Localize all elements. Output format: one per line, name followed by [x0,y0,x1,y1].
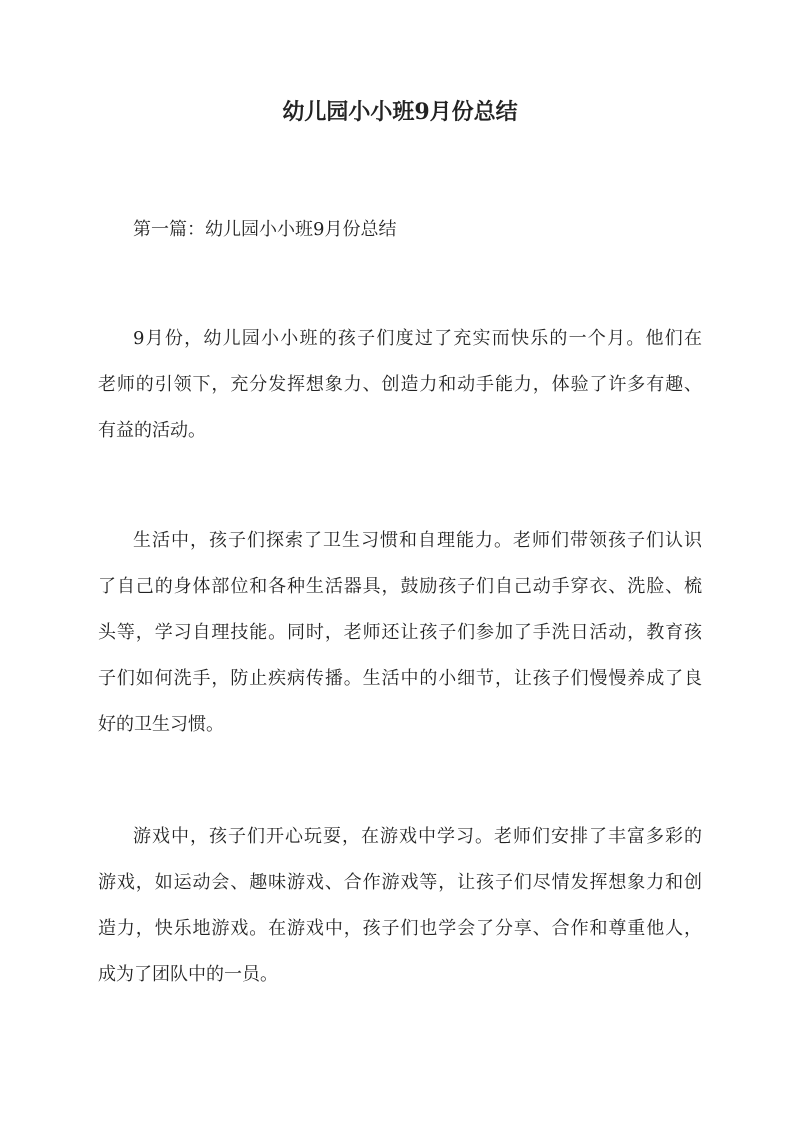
paragraph-line: 造力，快乐地游戏。在游戏中，孩子们也学会了分享、合作和尊重他人， [98,918,702,939]
paragraph-line: 有益的活动。 [98,420,206,441]
paragraph-line: 9月份，幼儿园小小班的孩子们度过了充实而快乐的一个月。他们在 [133,328,702,349]
paragraph-line: 老师的引领下，充分发挥想象力、创造力和动手能力，体验了许多有趣、 [98,374,702,395]
paragraph-line: 游戏中，孩子们开心玩耍，在游戏中学习。老师们安排了丰富多彩的 [133,826,702,847]
paragraph-line: 子们如何洗手，防止疾病传播。生活中的小细节，让孩子们慢慢养成了良 [98,668,702,689]
paragraph-line: 了自己的身体部位和各种生活器具，鼓励孩子们自己动手穿衣、洗脸、梳 [98,576,702,597]
paragraph-line: 成为了团队中的一员。 [98,964,278,985]
paragraph-line: 生活中，孩子们探索了卫生习惯和自理能力。老师们带领孩子们认识 [133,530,702,551]
paragraph-line: 游戏，如运动会、趣味游戏、合作游戏等，让孩子们尽情发挥想象力和创 [98,872,702,893]
paragraph-games [98,814,702,998]
paragraph-life [98,518,702,748]
paragraph-line: 头等，学习自理技能。同时，老师还让孩子们参加了手洗日活动，教育孩 [98,622,702,643]
paragraph-line: 好的卫生习惯。 [98,714,224,735]
document-subtitle: 第一篇：幼儿园小小班9月份总结 [133,219,397,240]
paragraph-intro [98,316,702,454]
document-title: 幼儿园小小班9月份总结 [282,99,518,125]
